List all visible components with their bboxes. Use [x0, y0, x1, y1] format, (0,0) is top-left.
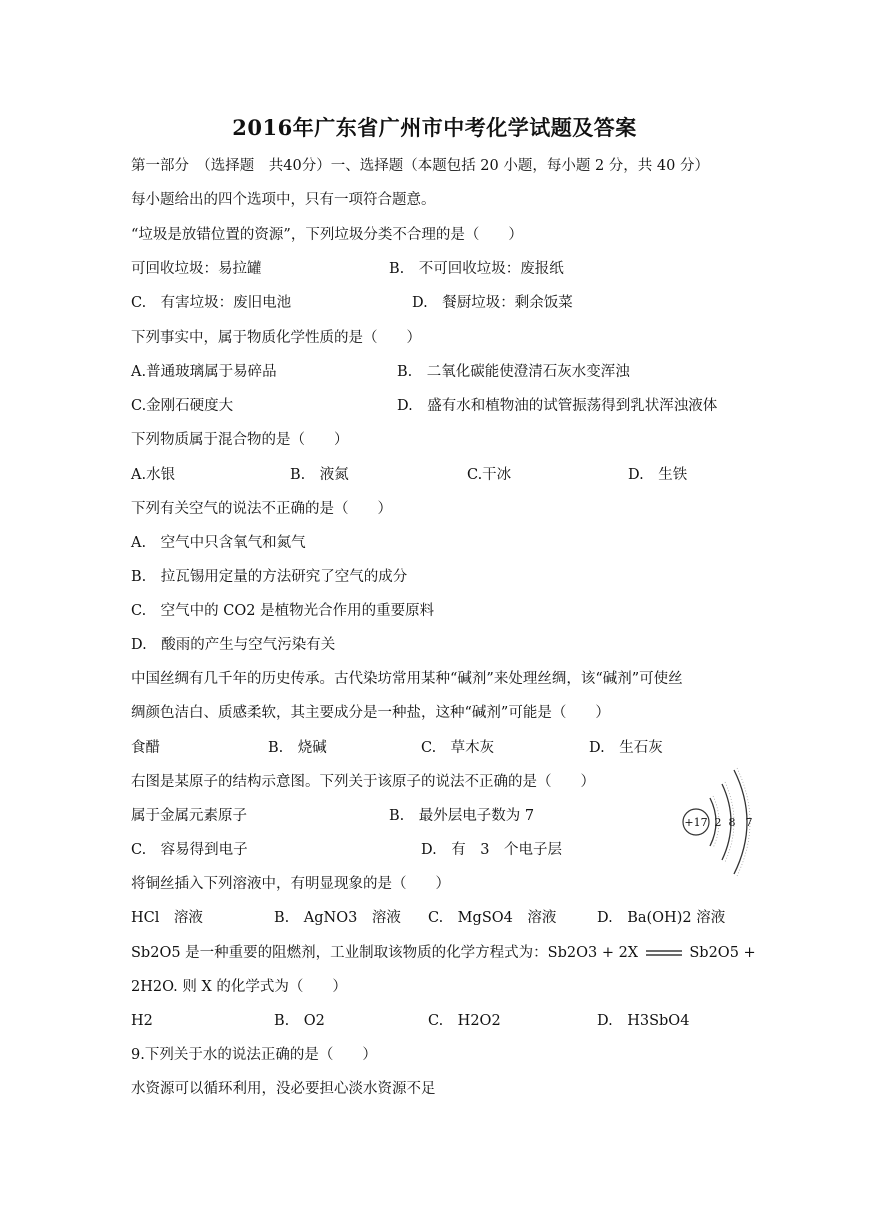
q1-stem: “垃圾是放错位置的资源”，下列垃圾分类不合理的是（ ） [131, 227, 523, 243]
q8-option-c: C. H2O2 [428, 1013, 501, 1029]
q7-option-a: HCl 溶液 [131, 910, 203, 926]
q3-option-d: D. 生铁 [628, 467, 688, 483]
q8-stem-line-2: 2H2O. 则 X 的化学式为（ ） [131, 979, 347, 995]
q8-option-a: H2 [131, 1013, 153, 1029]
q1-option-c: C. 有害垃圾：废旧电池 [131, 295, 292, 311]
q4-option-c: C. 空气中的 CO2 是植物光合作用的重要原料 [131, 603, 435, 619]
q8-option-b: B. O2 [274, 1013, 325, 1029]
q3-option-a: A.水银 [131, 467, 176, 483]
q1-option-d: D. 餐厨垃圾：剩余饭菜 [412, 295, 573, 311]
q7-option-d: D. Ba(OH)2 溶液 [597, 910, 726, 926]
intro-line-2: 每小题给出的四个选项中，只有一项符合题意。 [131, 192, 436, 208]
shell-1-electrons: 2 [714, 816, 722, 829]
q6-stem: 右图是某原子的结构示意图。下列关于该原子的说法不正确的是（ ） [131, 774, 595, 790]
q4-option-b: B. 拉瓦锡用定量的方法研究了空气的成分 [131, 569, 408, 585]
q2-option-b: B. 二氧化碳能使澄清石灰水变浑浊 [397, 364, 630, 380]
q6-option-c: C. 容易得到电子 [131, 842, 248, 858]
q4-stem: 下列有关空气的说法不正确的是（ ） [131, 501, 392, 517]
q8-stem-line-1 [131, 943, 756, 963]
shell-3-electrons: 7 [745, 816, 753, 829]
q7-option-b: B. AgNO3 溶液 [274, 910, 401, 926]
q2-option-c: C.金刚石硬度大 [131, 398, 234, 414]
q9-stem: 9.下列关于水的说法正确的是（ ） [131, 1047, 377, 1063]
intro-line-1: 第一部分 （选择题 共40分）一、选择题（本题包括 20 小题，每小题 2 分，共 40 分） [131, 158, 709, 174]
q2-stem: 下列事实中，属于物质化学性质的是（ ） [131, 330, 421, 346]
q8-equation-left: Sb2O5 是一种重要的阻燃剂，工业制取该物质的化学方程式为：Sb2O3 + 2X [131, 945, 639, 961]
shell-2-electrons: 8 [728, 816, 736, 829]
q8-option-d: D. H3SbO4 [597, 1013, 690, 1029]
q4-option-d: D. 酸雨的产生与空气污染有关 [131, 637, 336, 653]
q5-stem-line-1: 中国丝绸有几千年的历史传承。古代染坊常用某种“碱剂”来处理丝绸，该“碱剂”可使丝 [131, 671, 683, 687]
atom-structure-diagram [676, 762, 776, 882]
q3-option-b: B. 液氮 [290, 467, 349, 483]
q1-option-a: 可回收垃圾：易拉罐 [131, 261, 262, 277]
page-title: 2016年广东省广州市中考化学试题及答案 [232, 115, 637, 140]
equals-sign-icon [643, 948, 685, 958]
q5-option-b: B. 烧碱 [268, 740, 327, 756]
q5-option-d: D. 生石灰 [589, 740, 663, 756]
q7-option-c: C. MgSO4 溶液 [428, 910, 557, 926]
q6-option-a: 属于金属元素原子 [131, 808, 247, 824]
q6-option-d: D. 有 3 个电子层 [421, 842, 562, 858]
q4-option-a: A. 空气中只含氧气和氮气 [131, 535, 306, 551]
q3-option-c: C.干冰 [467, 467, 512, 483]
nucleus-charge: +17 [684, 816, 708, 829]
q3-stem: 下列物质属于混合物的是（ ） [131, 432, 349, 448]
q5-option-c: C. 草木灰 [421, 740, 495, 756]
q2-option-d: D. 盛有水和植物油的试管振荡得到乳状浑浊液体 [397, 398, 718, 414]
q9-option-a: 水资源可以循环利用，没必要担心淡水资源不足 [131, 1081, 436, 1097]
q6-option-b: B. 最外层电子数为 7 [389, 808, 535, 824]
q1-option-b: B. 不可回收垃圾：废报纸 [389, 261, 564, 277]
q2-option-a: A.普通玻璃属于易碎品 [131, 364, 277, 380]
q5-option-a: 食醋 [131, 740, 160, 756]
q5-stem-line-2: 绸颜色洁白、质感柔软，其主要成分是一种盐，这种“碱剂”可能是（ ） [131, 705, 610, 721]
q8-equation-right: Sb2O5 + [689, 945, 756, 961]
q7-stem: 将铜丝插入下列溶液中，有明显现象的是（ ） [131, 876, 450, 892]
